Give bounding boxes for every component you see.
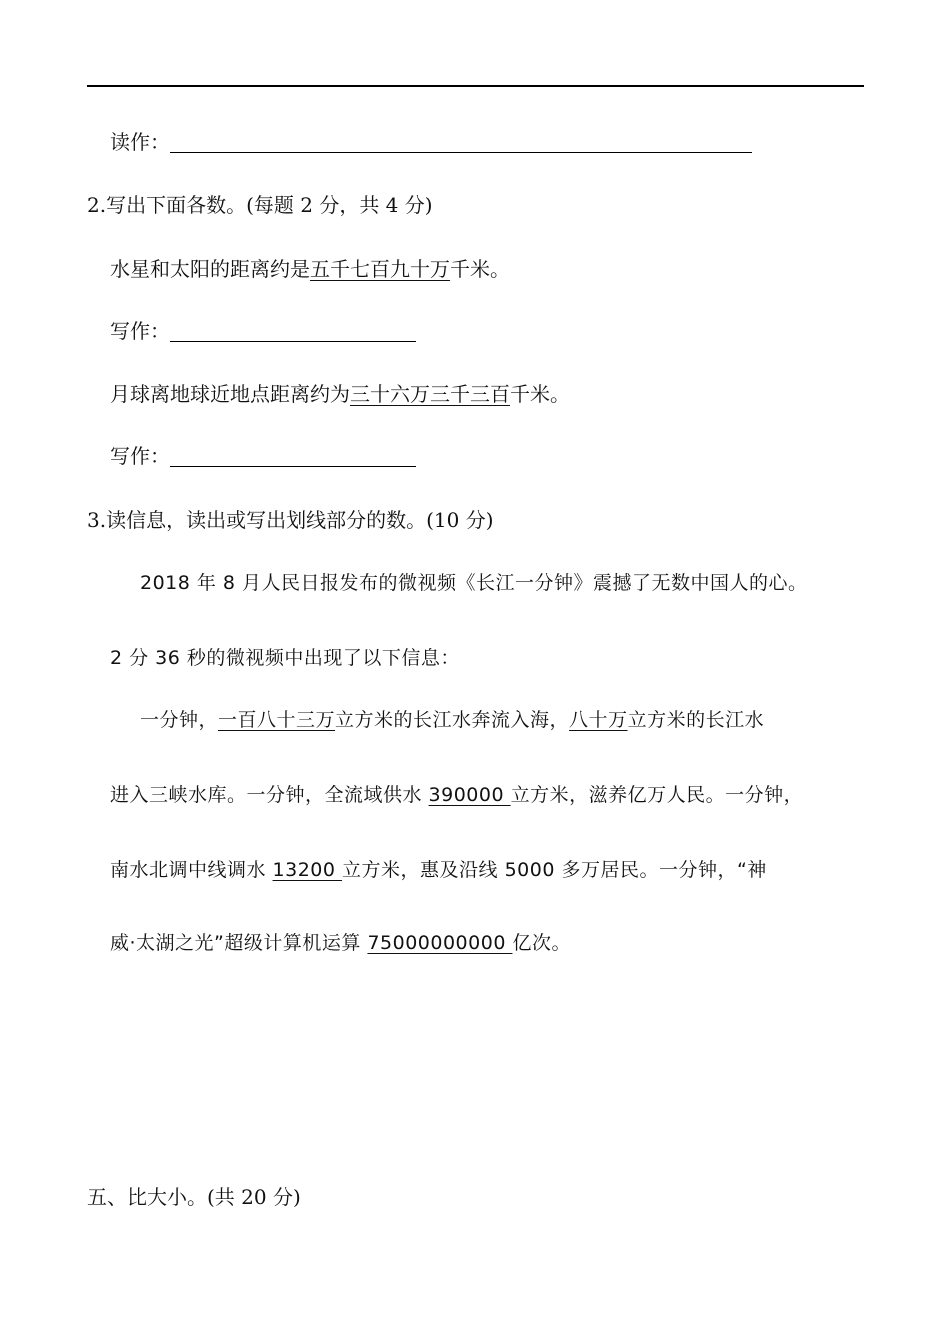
- read-answer-blank[interactable]: [170, 130, 752, 153]
- q3-paragraph-line-2: [110, 782, 803, 808]
- question-3-header: 3.读信息，读出或写出划线部分的数。(10 分): [87, 508, 494, 532]
- q3-intro-line-1: 2018 年 8 月人民日报发布的微视频《长江一分钟》震撼了无数中国人的心。: [140, 572, 808, 594]
- q3-p1-text-a: 一分钟，: [140, 709, 219, 731]
- q3-p4-text-a: 威·太湖之光”超级计算机运算: [110, 932, 368, 954]
- q2-item-1-underlined-number: 五千七百九十万: [310, 257, 450, 281]
- question-2-header: 2.写出下面各数。(每题 2 分，共 4 分): [87, 193, 433, 217]
- q3-underlined-number-2: 八十万: [569, 709, 628, 731]
- q2-write-line-2: [110, 443, 416, 469]
- section-5-header: 五、比大小。(共 20 分): [87, 1185, 301, 1209]
- top-rule: [87, 85, 864, 87]
- read-label: 读作：: [110, 130, 170, 154]
- q3-paragraph-line-4: [110, 930, 571, 956]
- q3-paragraph-line-3: [110, 857, 767, 883]
- q3-p3-text-b: 立方米，惠及沿线 5000 多万居民。一分钟，“神: [342, 859, 767, 881]
- q2-item-2-unit: 千米。: [510, 382, 570, 406]
- write-answer-blank-2[interactable]: [170, 444, 416, 467]
- write-label-1: 写作：: [110, 319, 170, 343]
- q3-underlined-number-3: 390000: [428, 784, 511, 806]
- read-answer-line: [110, 129, 752, 155]
- q3-intro-line-2: 2 分 36 秒的微视频中出现了以下信息：: [110, 647, 460, 669]
- q2-item-1: [110, 256, 510, 282]
- write-answer-blank-1[interactable]: [170, 319, 416, 342]
- q2-write-line-1: [110, 318, 416, 344]
- q2-item-1-unit: 千米。: [450, 257, 510, 281]
- q3-underlined-number-5: 75000000000: [367, 932, 513, 954]
- q3-paragraph-line-1: [140, 707, 764, 733]
- q3-p1-text-c: 立方米的长江水: [627, 709, 765, 731]
- write-label-2: 写作：: [110, 444, 170, 468]
- q3-underlined-number-4: 13200: [272, 859, 343, 881]
- q2-item-2: [110, 381, 570, 407]
- q3-p1-text-b: 立方米的长江水奔流入海，: [335, 709, 570, 731]
- q3-p4-text-b: 亿次。: [512, 932, 571, 954]
- q2-item-2-underlined-number: 三十六万三千三百: [350, 382, 510, 406]
- q2-item-2-text: 月球离地球近地点距离约为: [110, 382, 350, 406]
- q3-p3-text-a: 南水北调中线调水: [110, 859, 273, 881]
- q3-p2-text-a: 进入三峡水库。一分钟，全流域供水: [110, 784, 429, 806]
- q3-underlined-number-1: 一百八十三万: [218, 709, 336, 731]
- q3-p2-text-b: 立方米，滋养亿万人民。一分钟，: [510, 784, 804, 806]
- q2-item-1-text: 水星和太阳的距离约是: [110, 257, 310, 281]
